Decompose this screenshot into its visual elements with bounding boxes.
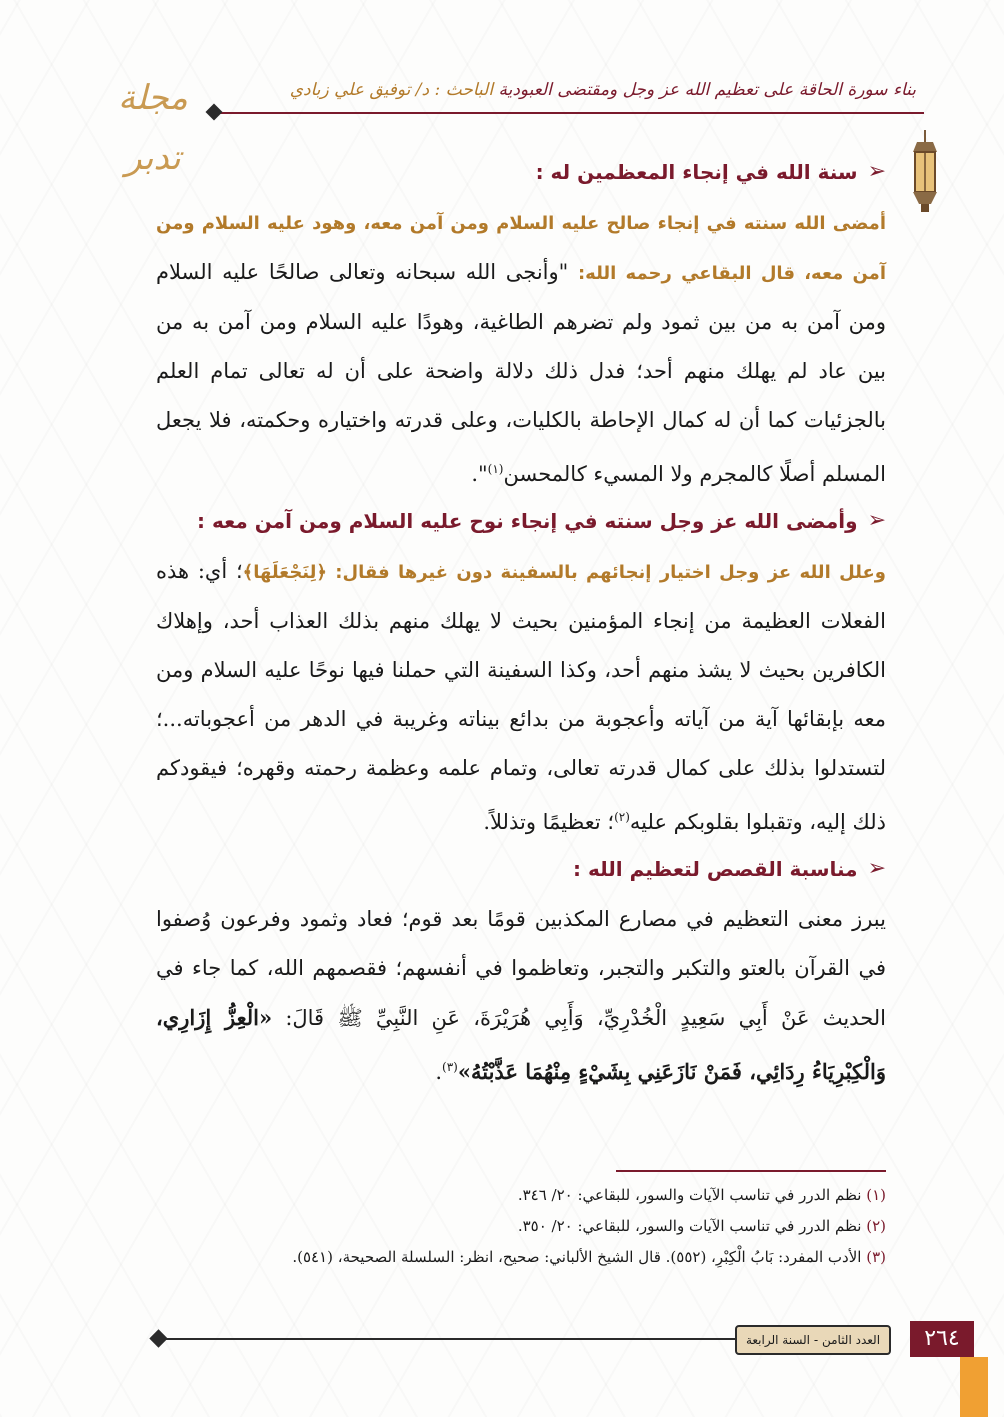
footnote-item: (٣) الأدب المفرد: بَابُ الْكِبْرِ، (٥٥٢). قال الشيخ الألباني: صحيح، انظر: السلسلة الصحيحة، (٥٤١). — [292, 1248, 886, 1266]
footnote-separator — [616, 1170, 886, 1172]
footnote-item: (١) نظم الدرر في تناسب الآيات والسور، للبقاعي: ٢٠/ ٣٤٦. — [517, 1186, 886, 1204]
paragraph-salvation: أمضى الله سنته في إنجاء صالح عليه السلام ومن آمن معه، وهود عليه السلام ومن آمن معه، قال البقاعي رحمه الله: "وأنجى الله سبحانه وتعالى صالحًا عليه السلام ومن آمن به من بين ثمود ولم تضرهم الطاغية، وهودًا عليه السلام ومن آمن به من بين عاد لم يهلك منهم أحد؛ فدل ذلك دلالة واضحة على أن له تعالى تمام العلم بالجزئيات كما أن له كمال الإحاطة بالكليات، وعلى قدرته واختياره وحكمته، فلا يجعل المسلم أصلًا كالمجرم ولا المسيء كالمحسن$^{(١)}$". — [156, 213, 887, 486]
section-heading-stories: ➢ مناسبة القصص لتعظيم الله : — [572, 856, 886, 881]
issue-badge: العدد الثامن - السنة الرابعة — [735, 1325, 891, 1355]
header-rule — [215, 112, 924, 114]
arrow-left-icon: ➢ — [867, 508, 886, 533]
hadith-quote: «الْعِزُّ إِزَارِي، وَالْكِبْرِيَاءُ رِدَائِي، فَمَنْ نَازَعَنِي بِشَيْءٍ مِنْهُمَا عَذَّبْتُهُ» — [156, 1005, 886, 1084]
section-heading-noah: ➢ وأمضى الله عز وجل سنته في إنجاء نوح عليه السلام ومن آمن معه : — [197, 508, 886, 533]
footnotes — [146, 1180, 886, 1273]
paragraph-noah: وعلل الله عز وجل اختيار إنجائهم بالسفينة دون غيرها فقال: ﴿لِنَجْعَلَهَا﴾؛ أي: هذه الفعلات العظيمة من إنجاء المؤمنين بحيث لا يهلك منهم بذلك العذاب أحد، وإهلاك الكافرين بحيث لا يشذ منهم أحد، وكذا السفينة التي حملنا فيها نوحًا عليه السلام ومن معه بإبقائها آية من آياته وأعجوبة من بدائع بيناته وغريبة في الدهر من أعجوباته...؛ لتستدلوا بذلك على كمال قدرته تعالى، وتمام علمه وعظمة رحمته وقهره؛ فيقودكم ذلك إليه، وتقبلوا بقلوبكم عليه$^{(٢)}$؛ تعظيمًا وتذللاً. — [156, 559, 886, 834]
arrow-left-icon: ➢ — [867, 159, 886, 184]
header-article-title: بناء سورة الحاقة على تعظيم الله عز وجل ومقتضى العبودية — [498, 80, 916, 100]
journal-logo: مجلة تدبر — [118, 78, 188, 178]
footnote-item: (٢) نظم الدرر في تناسب الآيات والسور، للبقاعي: ٢٠/ ٣٥٠. — [517, 1217, 886, 1235]
footnote-ref-3[interactable]: (٣) — [442, 1060, 458, 1074]
arrow-left-icon: ➢ — [867, 856, 886, 881]
header-title — [216, 80, 916, 100]
paragraph-stories: يبرز معنى التعظيم في مصارع المكذبين قومًا بعد قوم؛ فعاد وثمود وفرعون وُصفوا في القرآن بالعتو والتكبر والتجبر، وتعاظموا في أنفسهم؛ فقصمهم الله، كما جاء في الحديث عَنْ أَبِي سَعِيدٍ الْخُدْرِيِّ، وَأَبِي هُرَيْرَةَ، عَنِ النَّبِيِّ ﷺ قَالَ: «الْعِزُّ إِزَارِي، وَالْكِبْرِيَاءُ رِدَائِي، فَمَنْ نَازَعَنِي بِشَيْءٍ مِنْهُمَا عَذَّبْتُهُ»$^{(٣)}$. — [156, 907, 886, 1084]
side-tab — [960, 1357, 988, 1417]
main-content — [156, 160, 886, 1107]
header-author: الباحث : د/ توفيق علي زبادي — [289, 80, 494, 100]
page-number: ٢٦٤ — [910, 1321, 974, 1357]
footnote-ref-1[interactable]: (١) — [487, 462, 504, 476]
footnote-ref-2[interactable]: (٢) — [614, 810, 630, 824]
lantern-icon — [905, 130, 945, 220]
section-heading-salvation: ➢ سنة الله في إنجاء المعظمين له : — [535, 159, 886, 184]
